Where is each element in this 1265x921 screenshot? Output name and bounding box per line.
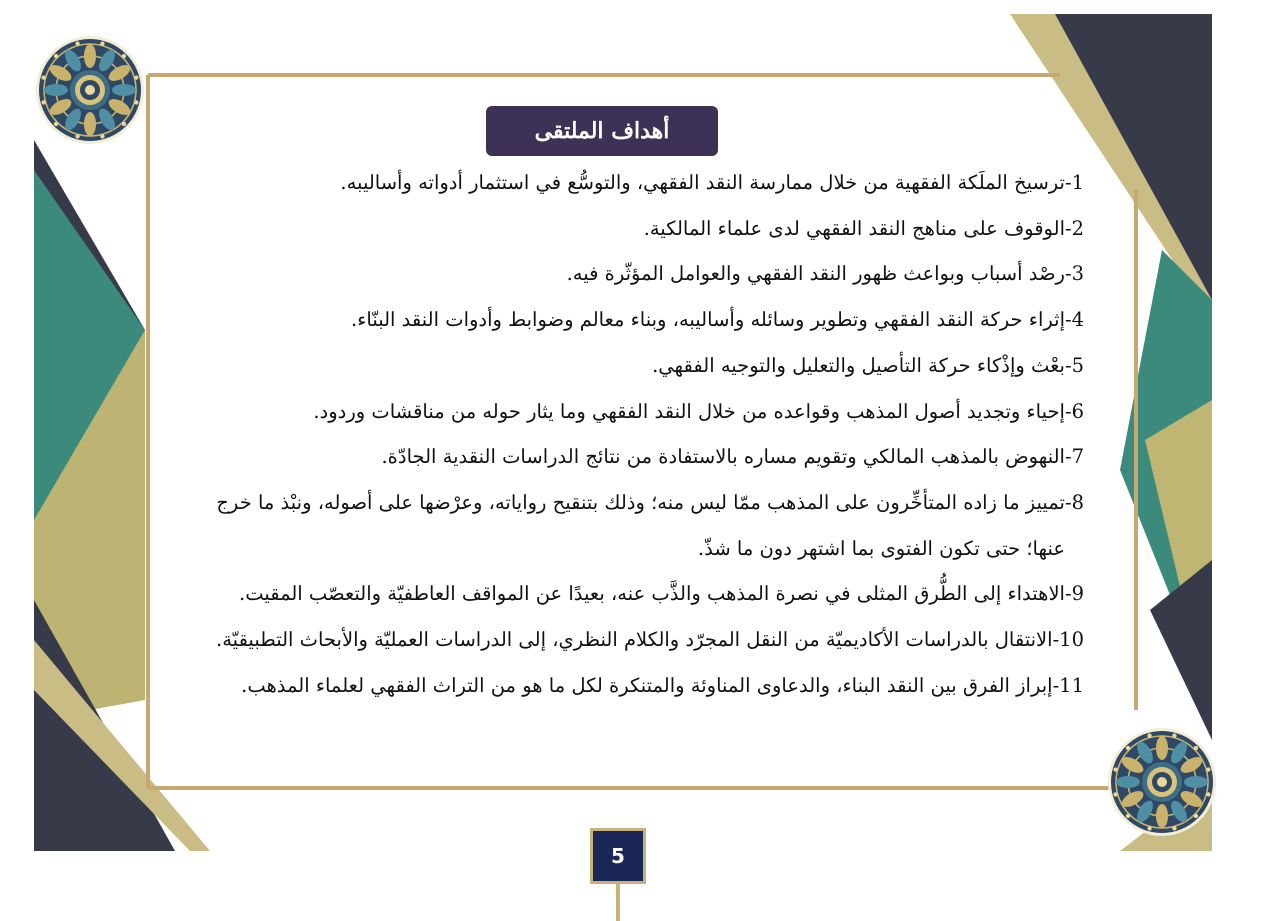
goal-item xyxy=(180,206,1084,252)
goal-text: الانتقال بالدراسات الأكاديميّة من النقل المجرّد والكلام النظري، إلى الدراسات العمليّة والأبحاث التطبيقيّة. xyxy=(216,628,1053,652)
goal-item xyxy=(180,343,1084,389)
goal-number: 9- xyxy=(1064,582,1084,606)
goal-number: 2- xyxy=(1064,216,1084,240)
goal-text: إحياء وتجديد أصول المذهب وقواعده من خلال النقد الفقهي وما يثار حوله من مناقشات وردود. xyxy=(313,399,1065,423)
goal-number: 3- xyxy=(1064,262,1084,286)
goal-item xyxy=(180,297,1084,343)
goal-number: 11- xyxy=(1052,673,1084,697)
goal-number: 10- xyxy=(1052,628,1084,652)
goal-item xyxy=(180,571,1084,617)
goal-number: 8- xyxy=(1064,490,1084,514)
goal-number: 7- xyxy=(1064,445,1084,469)
goal-item xyxy=(180,480,1084,571)
goal-text: النهوض بالمذهب المالكي وتقويم مساره بالاستفادة من نتائج الدراسات النقدية الجادّة. xyxy=(381,445,1065,469)
goal-text: رصْد أسباب وبواعث ظهور النقد الفقهي والعوامل المؤثّرة فيه. xyxy=(566,262,1065,286)
goal-item xyxy=(180,160,1084,206)
goal-item xyxy=(180,251,1084,297)
mandala-ornament-icon xyxy=(36,36,144,144)
goal-text: ترسيخ الملَكة الفقهية من خلال ممارسة النقد الفقهي، والتوسُّع في استثمار أدواته وأساليبه. xyxy=(340,171,1065,194)
goal-text: الاهتداء إلى الطُّرق المثلى في نصرة المذهب والذَّب عنه، بعيدًا عن المواقف العاطفيّة والتعصّب المقيت. xyxy=(239,582,1065,606)
section-title: أهداف الملتقى xyxy=(486,106,718,156)
goal-item xyxy=(180,663,1084,709)
goal-number: 5- xyxy=(1064,353,1084,377)
page-number: 5 xyxy=(590,828,646,884)
goal-number: 1- xyxy=(1064,171,1084,194)
goal-text: الوقوف على مناهج النقد الفقهي لدى علماء المالكية. xyxy=(643,216,1065,240)
goal-item xyxy=(180,434,1084,480)
goal-text: تمييز ما زاده المتأخِّرون على المذهب ممّا ليس منه؛ وذلك بتنقيح رواياته، وعرْضها على أصوله، ونبْذ ما خرج عنها؛ حتى تكون الفتوى بما اشتهر دون ما شذّ. xyxy=(216,490,1065,560)
goal-text: إبراز الفرق بين النقد البناء، والدعاوى المناوئة والمتنكرة لكل ما هو من التراث الفقهي لعلماء المذهب. xyxy=(241,673,1053,697)
goal-text: إثراء حركة النقد الفقهي وتطوير وسائله وأساليبه، وبناء معالم وضوابط وأدوات النقد البنّاء. xyxy=(351,308,1065,332)
goal-item xyxy=(180,617,1084,663)
mandala-ornament-icon xyxy=(1108,728,1216,836)
goal-number: 6- xyxy=(1064,399,1084,423)
goal-text: بعْث وإذْكاء حركة التأصيل والتعليل والتوجيه الفقهي. xyxy=(652,353,1065,377)
goal-number: 4- xyxy=(1064,308,1084,332)
goals-list xyxy=(180,160,1084,708)
goal-item xyxy=(180,389,1084,435)
